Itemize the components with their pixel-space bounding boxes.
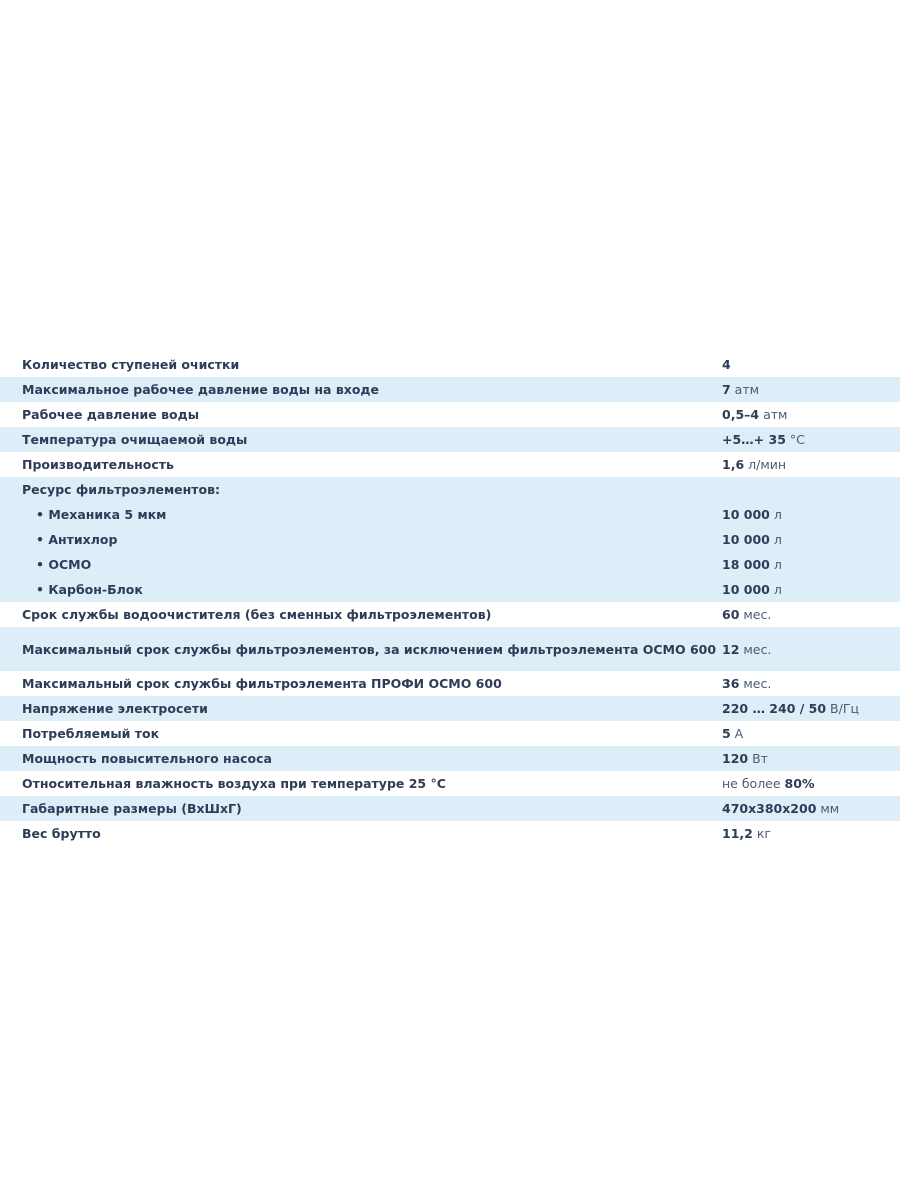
spec-row [0,477,900,502]
spec-value-unit: Вт [748,751,768,766]
spec-name: Ресурс фильтроэлементов: [22,482,221,497]
spec-value-number: 10 000 [722,532,770,547]
spec-row [0,452,900,477]
spec-name: • Карбон-Блок [36,582,143,597]
spec-name: Вес брутто [22,826,101,841]
spec-value-unit: кг [752,826,771,841]
spec-value-number: 4 [722,357,731,372]
spec-value-unit: атм [759,407,788,422]
spec-value [722,532,900,547]
spec-name: Срок службы водоочистителя (без сменных фильтроэлементов) [22,607,492,622]
spec-value-number: 36 [722,676,740,691]
spec-row [0,527,900,552]
spec-value [722,407,900,422]
spec-name: Производительность [22,457,174,472]
spec-name: Рабочее давление воды [22,407,199,422]
spec-name: Габаритные размеры (ВхШхГ) [22,801,242,816]
spec-value [722,751,900,766]
spec-row [0,502,900,527]
spec-value-unit: мм [816,801,840,816]
spec-value [722,642,900,657]
spec-name: • ОСМО [36,557,92,572]
spec-value-number: 7 [722,382,731,397]
spec-value [722,432,900,447]
spec-name: Относительная влажность воздуха при температуре 25 °C [22,776,446,791]
spec-name: Мощность повысительного насоса [22,751,272,766]
spec-value-number: 470x380x200 [722,801,817,816]
spec-value [722,701,900,716]
spec-name: Максимальное рабочее давление воды на входе [22,382,379,397]
spec-value [722,582,900,597]
spec-value-unit: мес. [739,607,772,622]
spec-name: • Антихлор [36,532,118,547]
spec-value-number: 10 000 [722,582,770,597]
spec-row [0,696,900,721]
spec-value-number: 5 [722,726,731,741]
spec-table [0,352,900,846]
spec-value [722,776,900,791]
spec-value [722,382,900,397]
spec-name: Максимальный срок службы фильтроэлемента ПРОФИ ОСМО 600 [22,676,502,691]
spec-row [0,352,900,377]
spec-value-unit: атм [730,382,760,397]
spec-value-unit: л [769,582,782,597]
spec-value [722,457,900,472]
spec-row [0,821,900,846]
spec-value [722,357,900,372]
spec-value-number: 80% [784,776,815,791]
spec-value [722,801,900,816]
spec-value-unit: А [730,726,744,741]
spec-value [722,676,900,691]
spec-row [0,602,900,627]
spec-value-unit: л [769,507,782,522]
spec-value-number: 60 [722,607,740,622]
spec-value [722,607,900,622]
spec-value-number: 1,6 [722,457,745,472]
spec-name: Максимальный срок службы фильтроэлементов, за исключением фильтроэлемента ОСМО 600 [22,641,717,657]
spec-value-number: +5…+ 35 [722,432,786,447]
spec-value-number: 10 000 [722,507,770,522]
spec-value-unit: мес. [739,641,772,657]
spec-row [0,427,900,452]
spec-row [0,746,900,771]
spec-value-unit: В/Гц [826,701,859,716]
spec-value [722,826,900,841]
spec-name: • Механика 5 мкм [36,507,167,522]
spec-row [0,552,900,577]
spec-value-number: 12 [722,641,740,657]
spec-row [0,627,900,671]
spec-value-unit: °C [785,432,805,447]
spec-value-unit: мес. [739,676,772,691]
spec-value-number: 11,2 [722,826,753,841]
spec-name: Температура очищаемой воды [22,432,248,447]
spec-value-unit: л [769,557,782,572]
spec-row [0,402,900,427]
spec-value-number: 220 … 240 / 50 [722,701,827,716]
spec-name: Напряжение электросети [22,701,208,716]
spec-value-number: 0,5–4 [722,407,760,422]
spec-name: Количество ступеней очистки [22,357,240,372]
spec-value-number: 18 000 [722,557,770,572]
spec-value [722,507,900,522]
spec-value-number: 120 [722,751,749,766]
spec-name: Потребляемый ток [22,726,160,741]
spec-value [722,557,900,572]
spec-row [0,796,900,821]
spec-value-unit: л [769,532,782,547]
spec-row [0,671,900,696]
spec-row [0,377,900,402]
spec-value [722,726,900,741]
spec-row [0,721,900,746]
spec-row [0,771,900,796]
spec-value-unit: л/мин [744,457,787,472]
spec-row [0,577,900,602]
spec-value-prefix: не более [722,776,785,791]
